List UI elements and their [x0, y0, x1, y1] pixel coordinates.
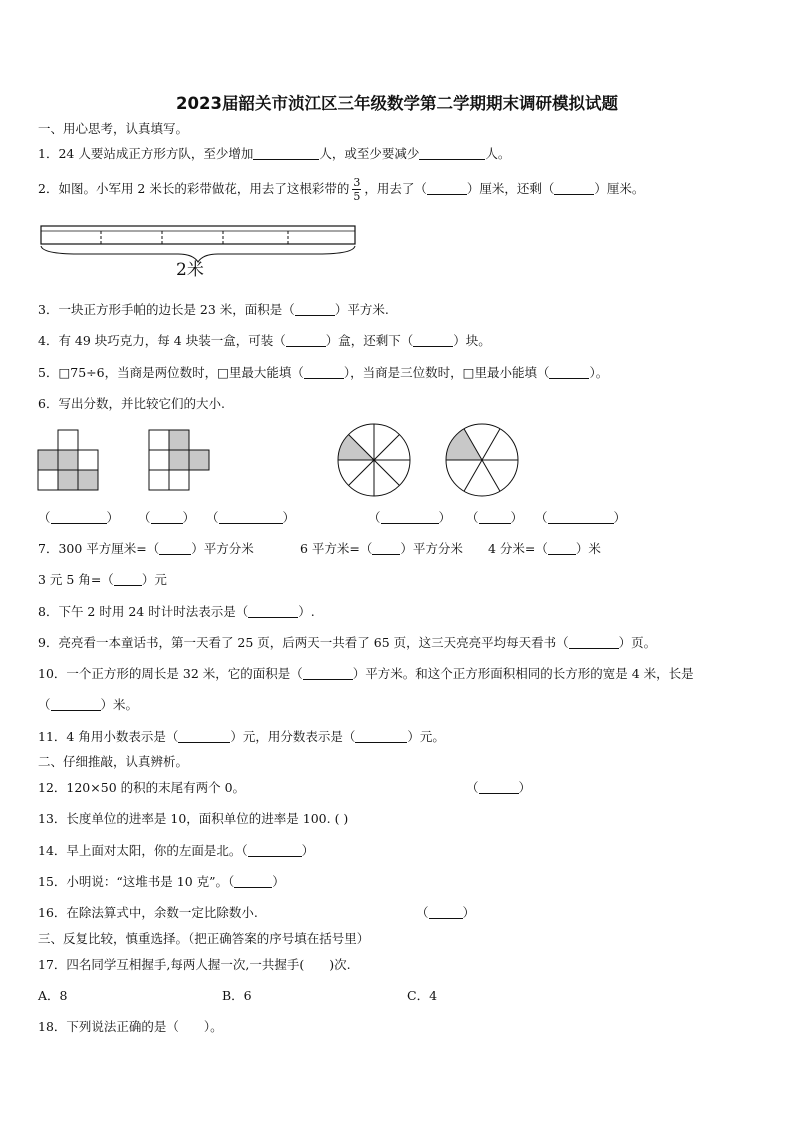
question-12: 12．120×50 的积的末尾有两个 0。: [38, 780, 246, 795]
page-title: 2023届韶关市浈江区三年级数学第二学期期末调研模拟试题: [176, 94, 618, 113]
circle-sixths: [444, 422, 520, 498]
ribbon-bar: [41, 226, 355, 244]
question-7: 7．300 平方厘米=（ ）平方分米: [38, 541, 254, 556]
question-6: 6．写出分数，并比较它们的大小.: [38, 396, 225, 411]
option-a[interactable]: A．8: [38, 988, 68, 1003]
fraction-blank-3[interactable]: （ ）: [368, 510, 452, 525]
fraction-blank-1[interactable]: （ ）: [38, 510, 120, 525]
shaded-sector: [338, 435, 374, 461]
fraction-blank-2[interactable]: （ ）: [206, 510, 296, 525]
answer-blank[interactable]: [569, 636, 619, 649]
compare-blank-2[interactable]: （ ）: [466, 510, 524, 525]
section-3-heading: 三、反复比较，慎重选择。（把正确答案的序号填在括号里）: [38, 931, 370, 946]
section-1-heading: 一、用心思考，认真填写。: [38, 121, 189, 136]
option-b[interactable]: B．6: [222, 988, 252, 1003]
question-17: 17．四名同学互相握手,每两人握一次,一共握手( )次.: [38, 957, 351, 972]
grid-figure-1: [38, 430, 100, 492]
answer-blank[interactable]: [372, 542, 400, 555]
question-10: 10．一个正方形的周长是 32 米，它的面积是（ ）平方米。和这个正方形面积相同的长方形的宽是 4 米，长是: [38, 666, 694, 681]
shaded-sector: [446, 429, 482, 460]
judge-blank-12[interactable]: （ ）: [466, 780, 532, 795]
question-1: 1．24 人要站成正方形方队，至少增加 人，或至少要减少 人。: [38, 146, 511, 161]
answer-blank[interactable]: [253, 147, 319, 160]
answer-blank[interactable]: [355, 730, 407, 743]
answer-blank[interactable]: [554, 182, 594, 195]
question-7-part-2: 6 平方米=（ ）平方分米: [300, 541, 463, 556]
compare-blank-1[interactable]: （ ）: [138, 510, 196, 525]
question-7-part-4: 3 元 5 角=（ ）元: [38, 572, 167, 587]
question-11: 11．4 角用小数表示是（ ）元，用分数表示是（ ）元。: [38, 729, 445, 744]
answer-blank[interactable]: [178, 730, 230, 743]
circle-eighths: [336, 422, 412, 498]
answer-blank[interactable]: [303, 667, 353, 680]
answer-blank[interactable]: [114, 573, 142, 586]
answer-blank[interactable]: [248, 844, 302, 857]
question-7-part-3: 4 分米=（ ）米: [488, 541, 601, 556]
question-13: 13．长度单位的进率是 10，面积单位的进率是 100. ( ): [38, 811, 349, 826]
answer-blank[interactable]: [286, 334, 326, 347]
question-10-continued: （ ）米。: [38, 697, 139, 712]
section-2-heading: 二、仔细推敲，认真辨析。: [38, 754, 189, 769]
judge-blank-16[interactable]: （ ）: [416, 905, 476, 920]
ribbon-length-label: 2米: [176, 260, 204, 280]
answer-blank[interactable]: [159, 542, 191, 555]
answer-blank[interactable]: [549, 366, 589, 379]
answer-blank[interactable]: [234, 875, 272, 888]
answer-blank[interactable]: [413, 334, 453, 347]
question-2: 2．如图。小军用 2 米长的彩带做花，用去了这根彩带的 $\frac{3}{5}$ ，用去了（ ）厘米，还剩（ ）厘米。: [38, 176, 645, 203]
question-4: 4．有 49 块巧克力，每 4 块装一盒，可装（ ）盒，还剩下（ ）块。: [38, 333, 491, 348]
question-8: 8．下午 2 时用 24 时计时法表示是（ ）.: [38, 604, 315, 619]
answer-blank[interactable]: [427, 182, 467, 195]
answer-blank[interactable]: [51, 698, 101, 711]
answer-blank[interactable]: [248, 605, 298, 618]
answer-blank[interactable]: [548, 542, 576, 555]
question-5: 5．□75÷6，当商是两位数时，□里最大能填（ ），当商是三位数时，□里最小能填（ ）。: [38, 365, 609, 380]
question-15: 15．小明说：“这堆书是 10 克”。（ ）: [38, 874, 285, 889]
answer-blank[interactable]: [304, 366, 344, 379]
question-3: 3．一块正方形手帕的边长是 23 米，面积是（ ）平方米.: [38, 302, 389, 317]
question-18: 18．下列说法正确的是（ ）。: [38, 1019, 223, 1034]
question-9: 9．亮亮看一本童话书，第一天看了 25 页，后两天一共看了 65 页，这三天亮亮平均每天看书（ ）页。: [38, 635, 657, 650]
answer-blank[interactable]: [419, 147, 485, 160]
fraction-blank-4[interactable]: （ ）: [535, 510, 627, 525]
fraction-three-fifths: $\frac{3}{5}$: [353, 176, 361, 203]
question-16: 16．在除法算式中，余数一定比除数小.: [38, 905, 258, 920]
grid-figure-2: [149, 430, 211, 492]
option-c[interactable]: C．4: [407, 988, 438, 1003]
answer-blank[interactable]: [295, 303, 335, 316]
question-14: 14．早上面对太阳，你的左面是北。（ ）: [38, 843, 315, 858]
